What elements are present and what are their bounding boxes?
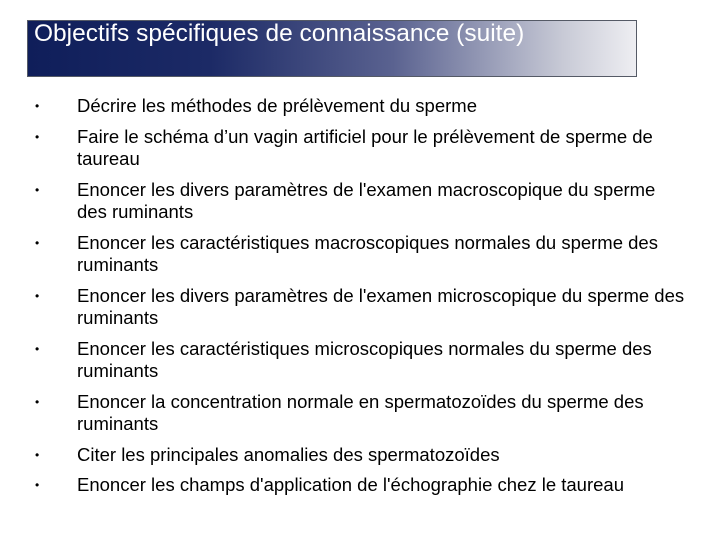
slide-title: Objectifs spécifiques de connaissance (suite) bbox=[34, 20, 525, 47]
list-item-text: Enoncer les caractéristiques macroscopiques normales du sperme des ruminants bbox=[77, 231, 658, 275]
list-item-text: Faire le schéma d’un vagin artificiel pour le prélèvement de sperme de taureau bbox=[77, 125, 653, 169]
list-item-text: Enoncer la concentration normale en spermatozoïdes du sperme des ruminants bbox=[77, 390, 644, 434]
list-item-text: Enoncer les divers paramètres de l'examen microscopique du sperme des ruminants bbox=[77, 284, 685, 328]
bullet-icon: • bbox=[35, 447, 40, 462]
title-banner bbox=[27, 20, 637, 77]
bullet-icon: • bbox=[35, 478, 40, 492]
list-item bbox=[0, 391, 687, 436]
bullet-icon: • bbox=[35, 182, 40, 197]
list-item-text: Décrire les méthodes de prélèvement du sperme bbox=[77, 95, 477, 116]
bullet-icon: • bbox=[35, 394, 40, 409]
bullet-icon: • bbox=[35, 235, 40, 250]
list-item-text: Citer les principales anomalies des spermatozoïdes bbox=[77, 443, 500, 465]
list-item bbox=[0, 474, 687, 497]
list-item bbox=[0, 95, 687, 118]
bullet-icon: • bbox=[35, 288, 40, 303]
bullet-icon: • bbox=[35, 129, 40, 144]
list-item bbox=[0, 338, 687, 383]
list-item-text: Enoncer les caractéristiques microscopiques normales du sperme des ruminants bbox=[77, 337, 652, 381]
objectives-list bbox=[0, 95, 720, 505]
bullet-icon: • bbox=[35, 99, 40, 113]
list-item bbox=[0, 285, 687, 330]
bullet-icon: • bbox=[35, 341, 40, 356]
list-item bbox=[0, 126, 687, 171]
list-item bbox=[0, 232, 687, 277]
list-item-text: Enoncer les champs d'application de l'échographie chez le taureau bbox=[77, 474, 624, 495]
list-item bbox=[0, 444, 687, 467]
list-item bbox=[0, 179, 687, 224]
list-item-text: Enoncer les divers paramètres de l'examen macroscopique du sperme des ruminants bbox=[77, 178, 656, 222]
